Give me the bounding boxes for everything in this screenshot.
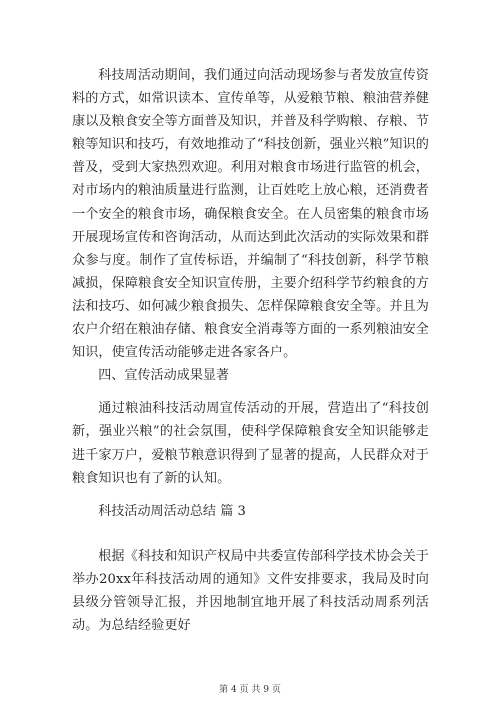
- section-heading-results: 四、宣传活动成果显著: [98, 368, 230, 384]
- article-title: 科技活动周活动总结 篇 3: [98, 503, 246, 519]
- paragraph-publicity-activities: 科技周活动期间，我们通过向活动现场参与者发放宣传资料的方式，如常识读本、宣传单等，从爱粮节粮、粮油营养健康以及粮食安全等方面普及知识，并普及科学购粮、存粮、节粮等知识和技巧，有效地推动了“科技创新，强业兴粮”知识的普及，受到大家热烈欢迎。利用对粮食市场进行监管的机会，对市场内的粮油质量进行监测，让百姓吃上放心粮，还消费者一个安全的粮食市场，确保粮食安全。在人员密集的粮食市场开展现场宣传和咨询活动，从而达到此次活动的实际效果和群众参与度。制作了宣传标语，并编制了“科技创新，科学节粮减损，保障粮食安全知识宣传册，主要介绍科学节约粮食的方法和技巧、如何减少粮食损失、怎样保障粮食安全等。并且为农户介绍在粮油存储、粮食安全消毒等方面的一系列粮油安全知识，使宣传活动能够走进各家各户。: [72, 68, 429, 361]
- document-body: [72, 64, 429, 637]
- paragraph-results: 通过粮油科技活动周宣传活动的开展，营造出了“科技创新，强业兴粮”的社会氛围，使科学保障粮食安全知识能够走进千家万户，爱粮节粮意识得到了显著的提高，人民群众对于粮食知识也有了新的认知。: [72, 401, 429, 486]
- page-number-footer: 第 4 页 共 9 页: [219, 685, 281, 695]
- paragraph-article-intro: 根据《科技和知识产权局中共委宣传部科学技术协会关于举办20xx年科技活动周的通知》文件安排要求，我局及时向县级分管领导汇报，并因地制宜地开展了科技活动周系列活动。为总结经验更好: [72, 548, 429, 634]
